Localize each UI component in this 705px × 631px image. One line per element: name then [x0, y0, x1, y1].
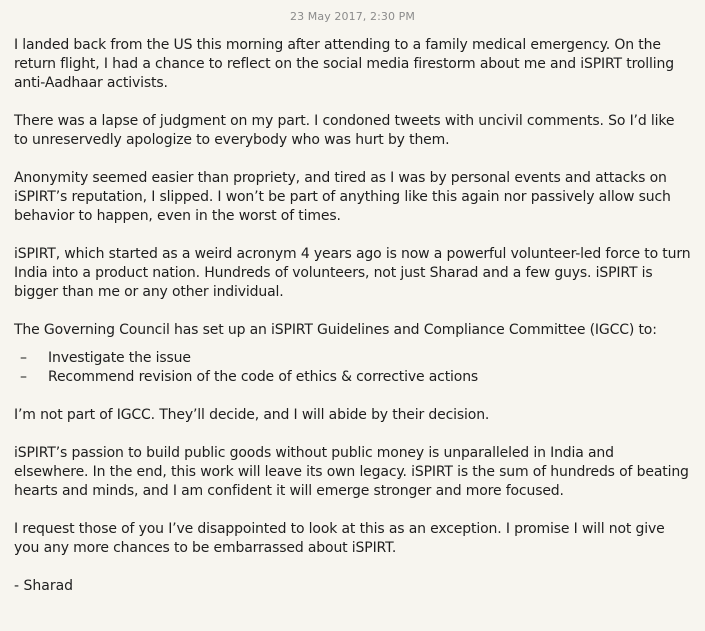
bullet-dash: –: [20, 369, 27, 385]
paragraph-public-goods: iSPIRT’s passion to build public goods without public money is unparalleled in India and elsewhere. In the end, this work will leave its own legacy. iSPIRT is the sum of hundreds of beating hearts and minds, and I am confident it will emerge stronger and more focused.: [14, 445, 689, 499]
igcc-action-list: [14, 349, 691, 387]
paragraph-ispirt-mission: iSPIRT, which started as a weird acronym 4 years ago is now a powerful volunteer-led force to turn India into a product nation. Hundreds of volunteers, not just Sharad and a few guys. iSPIRT is bigger than me or any other individual.: [14, 246, 691, 300]
bullet-dash: –: [20, 350, 27, 366]
list-item-text: Recommend revision of the code of ethics & corrective actions: [48, 369, 479, 385]
paragraph-not-part-of-igcc: I’m not part of IGCC. They’ll decide, and I will abide by their decision.: [14, 407, 490, 423]
paragraph-return-flight: I landed back from the US this morning after attending to a family medical emergency. On the return flight, I had a chance to reflect on the social media firestorm about me and iSPIRT trolling anti-Aadhaar activists.: [14, 37, 674, 91]
paragraph-anonymity: Anonymity seemed easier than propriety, and tired as I was by personal events and attacks on iSPIRT’s reputation, I slipped. I won’t be part of anything like this again nor passively allow such behavior to happen, even in the worst of times.: [14, 170, 671, 224]
paragraph-lapse-of-judgment: There was a lapse of judgment on my part. I condoned tweets with uncivil comments. So I’d like to unreservedly apologize to everybody who was hurt by them.: [14, 113, 675, 148]
list-item: [20, 368, 691, 387]
signature: - Sharad: [14, 578, 74, 594]
paragraph-request: I request those of you I’ve disappointed to look at this as an exception. I promise I will not give you any more chances to be embarrassed about iSPIRT.: [14, 521, 665, 556]
paragraph-governing-council: The Governing Council has set up an iSPIRT Guidelines and Compliance Committee (IGCC) to:: [14, 322, 657, 338]
list-item-text: Investigate the issue: [48, 350, 191, 366]
note-timestamp: 23 May 2017, 2:30 PM: [289, 10, 416, 23]
list-item: [20, 349, 691, 368]
